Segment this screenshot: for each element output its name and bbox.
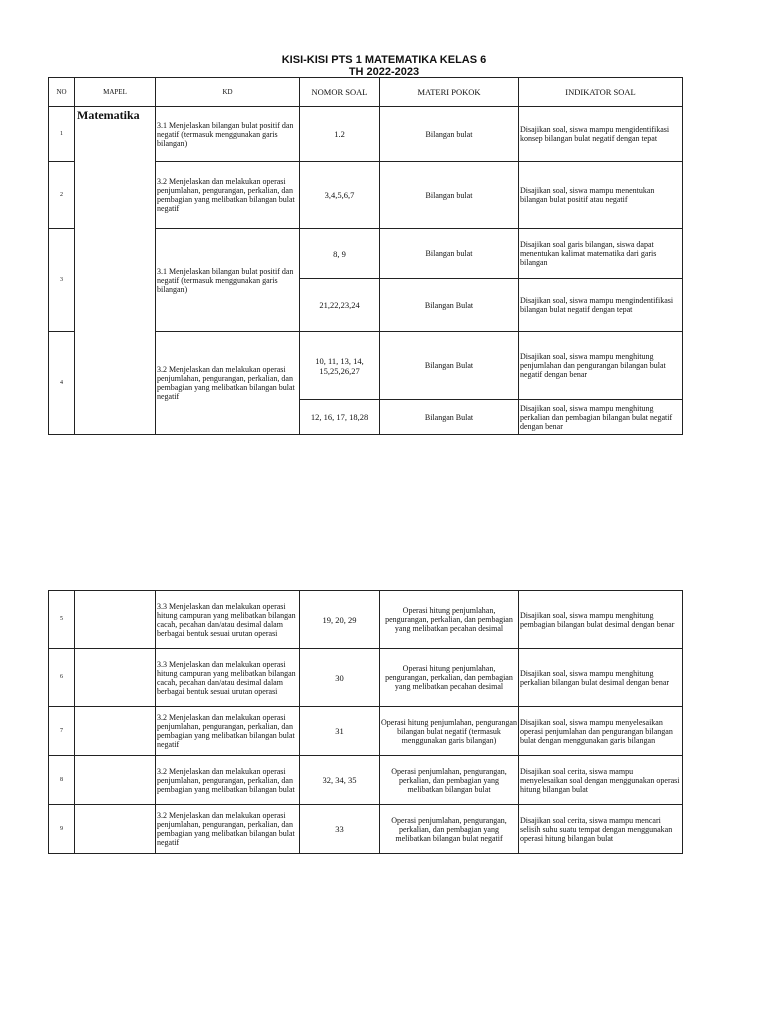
- indikator-soal-cell: Disajikan soal cerita, siswa mampu menyelesaikan soal dengan menggunakan operasi hitung bilangan bulat: [519, 756, 683, 805]
- materi-pokok-cell: Operasi penjumlahan, pengurangan, perkalian, dan pembagian yang melibatkan bilangan bulat negatif: [380, 805, 519, 854]
- row-no: 4: [49, 332, 75, 435]
- indikator-soal-cell: Disajikan soal, siswa mampu menentukan bilangan bulat positif atau negatif: [519, 162, 683, 229]
- nomor-soal-cell: 21,22,23,24: [300, 279, 380, 332]
- materi-pokok-cell: Operasi hitung penjumlahan, pengurangan, perkalian, dan pembagian yang melibatkan pecahan desimal: [380, 649, 519, 707]
- row-no: 5: [49, 591, 75, 649]
- table-row: [49, 707, 683, 756]
- materi-pokok-cell: Bilangan bulat: [380, 107, 519, 162]
- mapel-cell-empty: [75, 591, 156, 649]
- indikator-soal-cell: Disajikan soal garis bilangan, siswa dapat menentukan kalimat matematika dari garis bilangan: [519, 229, 683, 279]
- header-materi-pokok: MATERI POKOK: [380, 78, 519, 107]
- indikator-soal-cell: Disajikan soal, siswa mampu menghitung penjumlahan dan pengurangan bilangan bulat negatif dengan benar: [519, 332, 683, 400]
- table-row: [49, 649, 683, 707]
- mapel-cell-empty: [75, 707, 156, 756]
- nomor-soal-cell: 31: [300, 707, 380, 756]
- row-no: 8: [49, 756, 75, 805]
- nomor-soal-cell: 10, 11, 13, 14, 15,25,26,27: [300, 332, 380, 400]
- mapel-cell-empty: [75, 756, 156, 805]
- materi-pokok-cell: Bilangan bulat: [380, 162, 519, 229]
- table-row: [49, 805, 683, 854]
- indikator-soal-cell: Disajikan soal, siswa mampu menghitung perkalian bilangan bulat desimal dengan benar: [519, 649, 683, 707]
- header-kd: KD: [156, 78, 300, 107]
- header-no: NO: [49, 78, 75, 107]
- kd-cell: 3.2 Menjelaskan dan melakukan operasi penjumlahan, pengurangan, perkalian, dan pembagian yang melibatkan bilangan bulat negatif: [156, 332, 300, 435]
- materi-pokok-cell: Operasi hitung penjumlahan, pengurangan bilangan bulat negatif (termasuk menggunakan garis bilangan): [380, 707, 519, 756]
- mapel-label: Matematika: [77, 108, 140, 122]
- mapel-cell-empty: [75, 649, 156, 707]
- kd-cell: 3.3 Menjelaskan dan melakukan operasi hitung campuran yang melibatkan bilangan cacah, pecahan dan/atau desimal dalam berbagai bentuk sesuai urutan operasi: [156, 649, 300, 707]
- kd-cell: 3.2 Menjelaskan dan melakukan operasi penjumlahan, pengurangan, perkalian, dan pembagian yang melibatkan bilangan bulat negatif: [156, 805, 300, 854]
- row-no: 9: [49, 805, 75, 854]
- materi-pokok-cell: Bilangan bulat: [380, 229, 519, 279]
- row-no: 7: [49, 707, 75, 756]
- header-indikator-soal: INDIKATOR SOAL: [519, 78, 683, 107]
- indikator-soal-cell: Disajikan soal cerita, siswa mampu mencari selisih suhu suatu tempat dengan menggunakan operasi hitung bilangan bulat: [519, 805, 683, 854]
- kisi-kisi-table-2: [48, 590, 683, 854]
- kisi-kisi-table-1: [48, 77, 683, 435]
- kd-cell: 3.1 Menjelaskan bilangan bulat positif dan negatif (termasuk menggunakan garis bilangan): [156, 229, 300, 332]
- nomor-soal-cell: 12, 16, 17, 18,28: [300, 400, 380, 435]
- kd-cell: 3.2 Menjelaskan dan melakukan operasi penjumlahan, pengurangan, perkalian, dan pembagian yang melibatkan bilangan bulat: [156, 756, 300, 805]
- mapel-cell: [75, 107, 156, 435]
- document-title: KISI-KISI PTS 1 MATEMATIKA KELAS 6: [281, 54, 487, 66]
- document-subtitle: TH 2022-2023: [348, 66, 420, 78]
- nomor-soal-cell: 19, 20, 29: [300, 591, 380, 649]
- nomor-soal-cell: 33: [300, 805, 380, 854]
- row-no: 2: [49, 162, 75, 229]
- row-no: 6: [49, 649, 75, 707]
- kd-cell: 3.2 Menjelaskan dan melakukan operasi penjumlahan, pengurangan, perkalian, dan pembagian yang melibatkan bilangan bulat negatif: [156, 162, 300, 229]
- header-mapel: MAPEL: [75, 78, 156, 107]
- materi-pokok-cell: Bilangan Bulat: [380, 332, 519, 400]
- table-row: [49, 107, 683, 162]
- indikator-soal-cell: Disajikan soal, siswa mampu menghitung perkalian dan pembagian bilangan bulat negatif dengan benar: [519, 400, 683, 435]
- indikator-soal-cell: Disajikan soal, siswa mampu mengidentifikasi konsep bilangan bulat negatif dengan tepat: [519, 107, 683, 162]
- nomor-soal-cell: 8, 9: [300, 229, 380, 279]
- kd-cell: 3.3 Menjelaskan dan melakukan operasi hitung campuran yang melibatkan bilangan cacah, pecahan dan/atau desimal dalam berbagai bentuk sesuai urutan operasi: [156, 591, 300, 649]
- indikator-soal-cell: Disajikan soal, siswa mampu menghitung pembagian bilangan bulat desimal dengan benar: [519, 591, 683, 649]
- mapel-cell-empty: [75, 805, 156, 854]
- row-no: 3: [49, 229, 75, 332]
- materi-pokok-cell: Bilangan Bulat: [380, 279, 519, 332]
- materi-pokok-cell: Operasi penjumlahan, pengurangan, perkalian, dan pembagian yang melibatkan bilangan bulat: [380, 756, 519, 805]
- materi-pokok-cell: Bilangan Bulat: [380, 400, 519, 435]
- kd-cell: 3.2 Menjelaskan dan melakukan operasi penjumlahan, pengurangan, perkalian, dan pembagian yang melibatkan bilangan bulat negatif: [156, 707, 300, 756]
- header-nomor-soal: NOMOR SOAL: [300, 78, 380, 107]
- table-row: [49, 756, 683, 805]
- indikator-soal-cell: Disajikan soal, siswa mampu mengindentifikasi bilangan bulat negatif dengan tepat: [519, 279, 683, 332]
- row-no: 1: [49, 107, 75, 162]
- nomor-soal-cell: 32, 34, 35: [300, 756, 380, 805]
- nomor-soal-cell: 3,4,5,6,7: [300, 162, 380, 229]
- nomor-soal-cell: 30: [300, 649, 380, 707]
- kd-cell: 3.1 Menjelaskan bilangan bulat positif dan negatif (termasuk menggunakan garis bilangan): [156, 107, 300, 162]
- table-header-row: [49, 78, 683, 107]
- indikator-soal-cell: Disajikan soal, siswa mampu menyelesaikan operasi penjumlahan dan pengurangan bilangan bulat dengan menggunakan garis bilangan: [519, 707, 683, 756]
- nomor-soal-cell: 1.2: [300, 107, 380, 162]
- materi-pokok-cell: Operasi hitung penjumlahan, pengurangan, perkalian, dan pembagian yang melibatkan pecahan desimal: [380, 591, 519, 649]
- table-row: [49, 591, 683, 649]
